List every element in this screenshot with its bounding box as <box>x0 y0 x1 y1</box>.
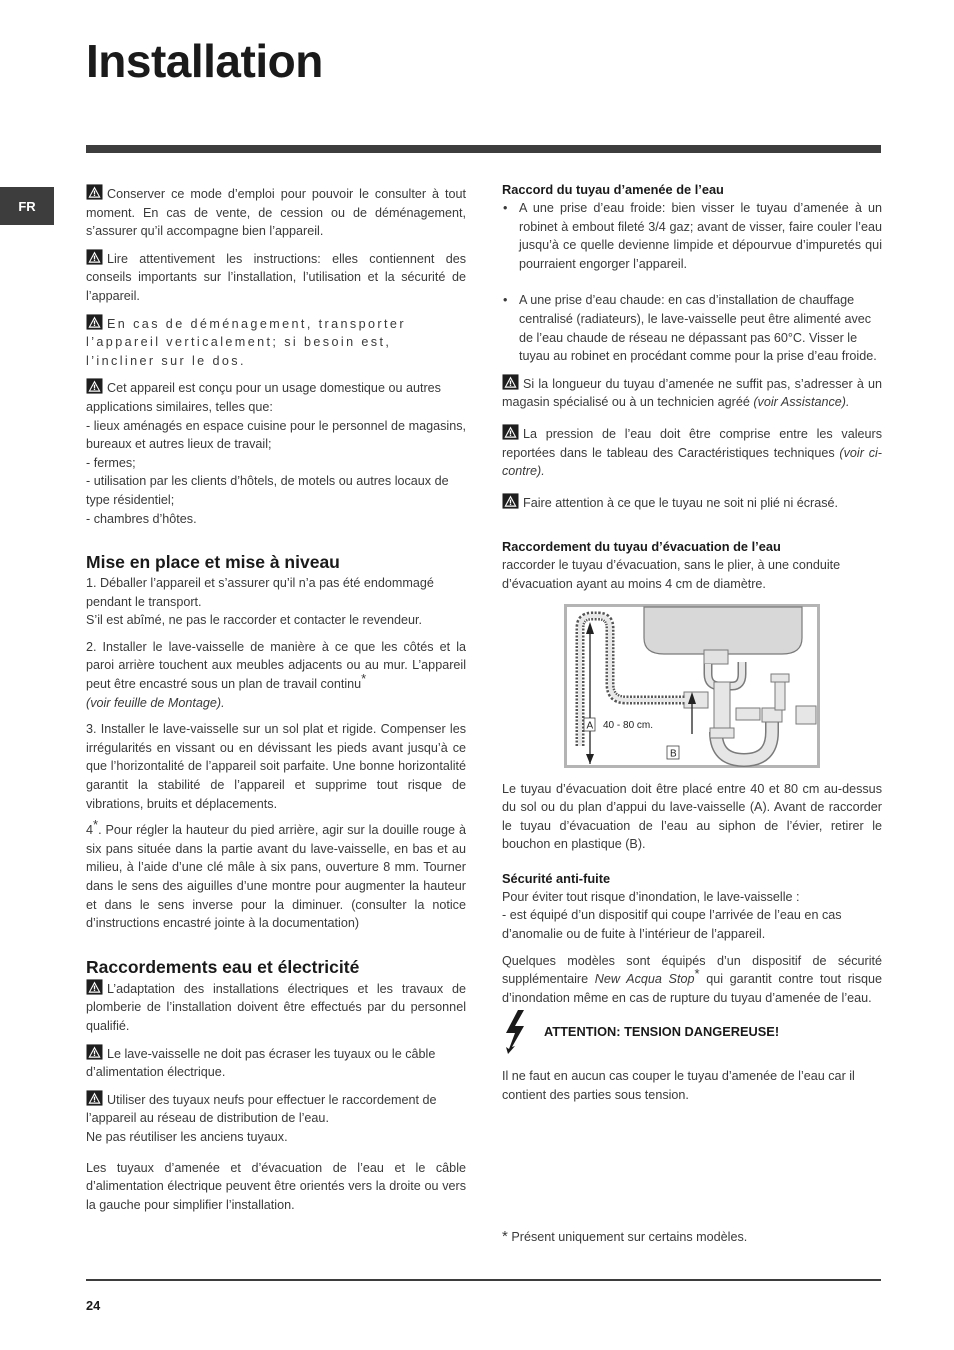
securite-paragraph: Pour éviter tout risque d’inondation, le lave-vaisselle : <box>502 889 800 904</box>
new-acqua-stop-paragraph: Quelques modèles sont équipés d’un dispositif de sécurité supplémentaire New Acqua Stop* qui garantit contre tout risque d’inondation même en cas de rupture du tuyau d’amenée de l’eau. <box>502 953 882 1005</box>
asterisk: * <box>694 966 700 982</box>
usage-list-item: - fermes; <box>86 455 136 470</box>
step-4: 4*. Pour régler la hauteur du pied arrière, agir sur la douille rouge à six pans située dans la partie avant du lave-vaisselle, en bas et au milieu, à l’aide d’une clé mâle à six pans, ouverture 8 mm. Tourner dans le sens des aiguilles d’une montre pour augmenter la hauteur et dans le sens inverse pour la diminuer. (consulter la notice d’instructions encastré jointe à la documentation) <box>86 817 466 931</box>
asterisk: * <box>93 817 99 833</box>
warning-paragraph: Le lave-vaisselle ne doit pas écraser les tuyaux ou le câble d’alimentation électrique. <box>86 1044 466 1082</box>
warning-icon <box>86 314 103 330</box>
warning-paragraph: Faire attention à ce que le tuyau ne soit ni plié ni écrasé. <box>502 493 882 513</box>
warning-icon <box>86 378 103 394</box>
danger-label: ATTENTION: TENSION DANGEREUSE! <box>544 1024 780 1040</box>
header-rule <box>86 145 881 153</box>
warning-paragraph: Utiliser des tuyaux neufs pour effectuer le raccordement de l’appareil au réseau de distribution de l’eau. Ne pas réutiliser les anciens tuyaux. <box>86 1090 466 1147</box>
page-title: Installation <box>86 35 323 87</box>
usage-list-item: - utilisation par les clients d’hôtels, de motels ou autres locaux de type résidentiel; <box>86 474 449 507</box>
warning-paragraph: La pression de l’eau doit être comprise entre les valeurs reportées dans le tableau des Caractéristiques techniques (voir ci-contre). <box>502 424 882 481</box>
high-voltage-icon <box>502 1009 530 1055</box>
section-heading-raccord: Raccord du tuyau d’amenée de l’eau <box>502 182 724 197</box>
left-column <box>86 184 466 1222</box>
warning-paragraph: Lire attentivement les instructions: elles contiennent des conseils importants sur l’installation, l’utilisation et la sécurité de l’appareil. <box>86 249 466 306</box>
step-1: 1. Déballer l’appareil et s’assurer qu’il n’a pas été endommagé pendant le transport. <box>86 576 434 609</box>
height-range-label: 40 - 80 cm. <box>603 719 654 731</box>
warning-icon <box>86 184 103 200</box>
section-heading-mise-en-place: Mise en place et mise à niveau <box>86 552 340 573</box>
warning-icon <box>502 424 519 440</box>
section-heading-securite: Sécurité anti-fuite <box>502 870 611 886</box>
warning-icon <box>86 249 103 265</box>
bullet-list <box>502 199 882 366</box>
usage-list-item: - chambres d’hôtes. <box>86 511 197 526</box>
label-a: A <box>586 720 594 731</box>
usage-list-item: - lieux aménagés en espace cuisine pour le personnel de magasins, bureaux et autres lieux de travail; <box>86 418 466 452</box>
right-column <box>502 181 882 1113</box>
warning-paragraph: Conserver ce mode d’emploi pour pouvoir le consulter à tout moment. En cas de vente, de cession ou de déménagement, s’assurer qu’il accompagne bien l’appareil. <box>86 184 466 241</box>
list-item: • A une prise d’eau froide: bien visser le tuyau d’amenée à un robinet à embout fileté 3/4 gaz; avant de visser, faire couler l’eau jusqu’à ce quelle devienne limpide et dépourvue d’impuretés qui pourraient engorger l’appareil. <box>502 199 882 273</box>
asterisk: * <box>361 670 367 686</box>
orientation-paragraph: Les tuyaux d’amenée et d’évacuation de l’eau et le câble d’alimentation électrique peuvent être orientés vers la droite ou vers la gauche pour simplifier l’installation. <box>86 1160 466 1212</box>
securite-final-paragraph: Il ne faut en aucun cas couper le tuyau d’amenée de l’eau car il contient des parties sous tension. <box>502 1069 855 1103</box>
warning-paragraph: L’adaptation des installations électriques et les travaux de plomberie de l’installation doivent être effectués par du personnel qualifié. <box>86 979 466 1036</box>
drain-hose-diagram <box>564 604 820 768</box>
list-item: • A une prise d’eau chaude: en cas d’installation de chauffage centralisé (radiateurs), le lave-vaisselle peut être alimenté avec de l’eau chaude de réseau ne dépassant pas 60°C. Visser le tuyau au robinet en procédant comme pour la prise d’eau froide. <box>502 291 882 365</box>
warning-paragraph: Cet appareil est conçu pour un usage domestique ou autres applications similaires, telles que: <box>86 378 466 416</box>
warning-icon <box>86 1044 103 1060</box>
securite-paragraph: - est équipé d’un dispositif qui coupe l’arrivée de l’eau en cas d’anomalie ou de fuite à l’intérieur de l’appareil. <box>502 908 842 942</box>
section-heading-raccordements: Raccordements eau et électricité <box>86 956 360 977</box>
language-tab: FR <box>0 187 54 225</box>
label-b: B <box>670 748 677 759</box>
asterisk: * <box>502 1228 508 1245</box>
warning-icon <box>86 1090 103 1106</box>
footnote: * Présent uniquement sur certains modèles. <box>502 1228 748 1245</box>
step-1-note: S’il est abîmé, ne pas le raccorder et contacter le revendeur. <box>86 613 423 628</box>
evacuation-paragraph: raccorder le tuyau d’évacuation, sans le plier, à une conduite d’évacuation ayant au moins 4 cm de diamètre. <box>502 558 841 591</box>
step-3: 3. Installer le lave-vaisselle sur un sol plat et rigide. Compenser les irrégularités en vissant ou en dévissant les pieds avant jusqu’à ce que l’horizontalité de l’appareil soit parfaite. Une bonne horizontalité garantit la stabilité de l’appareil et supprime tout risque de vibrations, bruits et déplacements. <box>86 722 466 811</box>
evacuation-height-paragraph: Le tuyau d’évacuation doit être placé entre 40 et 80 cm au-dessus du sol ou du plan d’appui du lave-vaisselle (A). Avant de raccorder le tuyau d’évacuation de l’eau au siphon de l’évier, retirer le bouchon en plastique (B). <box>502 781 882 852</box>
danger-notice <box>502 1009 882 1055</box>
warning-icon <box>86 979 103 995</box>
warning-paragraph: En cas de déménagement, transporter l’appareil verticalement; si besoin est, l’incliner sur le dos. <box>86 314 466 371</box>
page-number: 24 <box>86 1298 101 1313</box>
section-heading-evacuation: Raccordement du tuyau d’évacuation de l’eau <box>502 539 781 555</box>
warning-icon <box>502 493 519 509</box>
warning-paragraph: Si la longueur du tuyau d’amenée ne suffit pas, s’adresser à un magasin spécialisé ou à un technicien agréé (voir Assistance). <box>502 374 882 412</box>
step-2: 2. Installer le lave-vaisselle de manière à ce que les côtés et la paroi arrière touchent aux meubles adjacents ou au mur. L’appareil peut être encastré sous un plan de travail continu* (voir feuille de Montage). <box>86 639 466 710</box>
footer-rule <box>86 1279 881 1281</box>
warning-icon <box>502 374 519 390</box>
